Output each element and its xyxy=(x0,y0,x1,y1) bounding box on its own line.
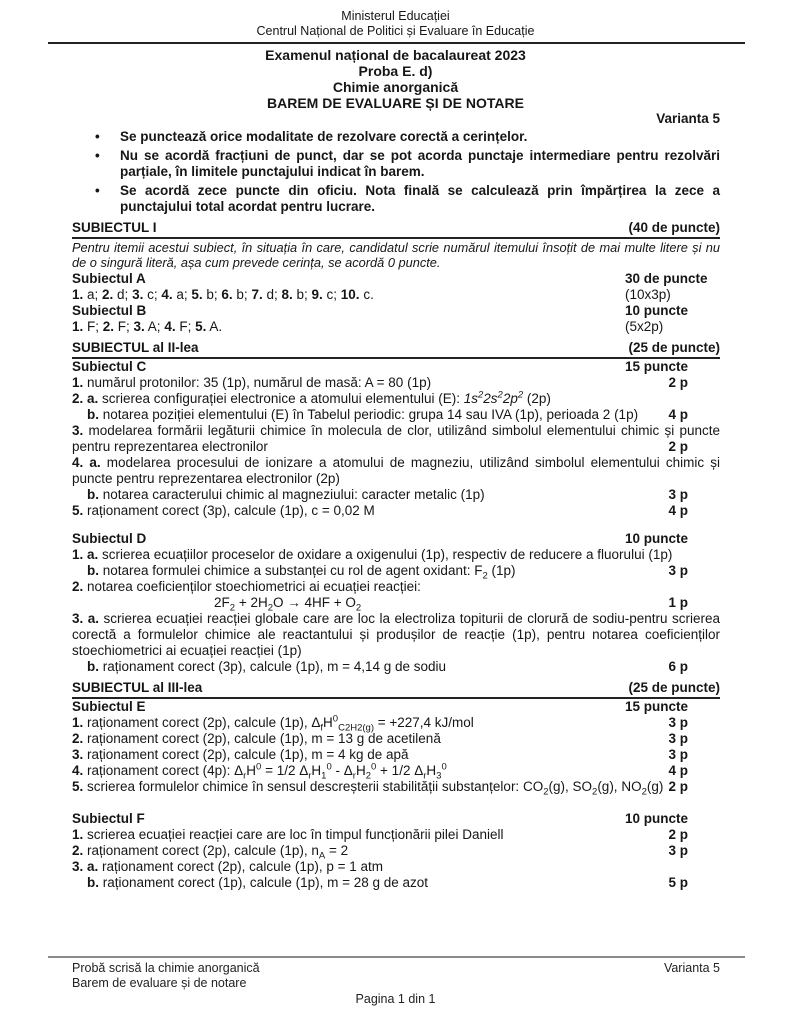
row-c1 xyxy=(72,375,720,391)
row-f3a xyxy=(72,859,720,875)
row-e5 xyxy=(72,778,720,798)
section-heading-subiectul-1 xyxy=(72,220,720,239)
row-d2 xyxy=(72,579,720,595)
row-text: Subiectul C xyxy=(72,358,147,374)
row-e4 xyxy=(72,761,720,782)
page-footer xyxy=(0,956,791,1007)
row-text: b. notarea caracterului chimic al magneziului: caracter metalic (1p) xyxy=(87,486,485,502)
row-points: 2 p xyxy=(668,374,688,390)
row-text: b. notarea poziției elementului (E) în Tabelul periodic: grupa 14 sau IVA (1p), perioada 2 (1p) xyxy=(87,406,639,422)
row-points: 3 p xyxy=(668,746,688,762)
probe-title: Proba E. d) xyxy=(358,63,433,79)
footer-variant: Varianta 5 xyxy=(663,961,720,975)
row-c4b xyxy=(72,487,720,503)
section-title: SUBIECTUL al II-lea xyxy=(72,339,199,355)
footer-doc-info: Probă scrisă la chimie anorganică xyxy=(72,961,260,975)
page-header xyxy=(0,0,791,39)
row-text: 1. a; 2. d; 3. c; 4. a; 5. b; 6. b; 7. d; 8. b; 9. c; 10. c. xyxy=(72,286,374,302)
row-text: 1. F; 2. F; 3. A; 4. F; 5. A. xyxy=(72,318,223,334)
row-text: Subiectul E xyxy=(72,698,146,714)
row-text: 1. a. scrierea ecuațiilor proceselor de oxidare a oxigenului (1p), respectiv de reducere a fluorului (1p) xyxy=(72,546,673,562)
row-subiectul-c xyxy=(72,359,720,375)
row-points: 10 puncte xyxy=(625,530,689,546)
row-text: 3. raționament corect (2p), calcule (1p), m = 4 kg de apă xyxy=(72,746,409,762)
row-points: 4 p xyxy=(668,762,688,778)
row-text: Subiectul A xyxy=(72,270,146,286)
row-points: 2 p xyxy=(668,438,688,454)
row-d3a xyxy=(72,611,720,659)
row-e1 xyxy=(72,713,720,734)
exam-title: Examenul național de bacalaureat 2023 xyxy=(265,47,526,63)
row-points: 15 puncte xyxy=(625,358,689,374)
row-text: b. raționament corect (3p), calcule (1p), m = 4,14 g de sodiu xyxy=(87,658,447,674)
row-c4a xyxy=(72,455,720,487)
row-f1 xyxy=(72,827,720,843)
row-text: 5. raționament corect (3p), calcule (1p), c = 0,02 M xyxy=(72,502,375,518)
row-text: 1. numărul protonilor: 35 (1p), numărul de masă: A = 80 (1p) xyxy=(72,374,432,390)
row-points: 3 p xyxy=(668,730,688,746)
row-c2b xyxy=(72,407,720,423)
row-text: 2. raționament corect (2p), calcule (1p), m = 13 g de acetilenă xyxy=(72,730,441,746)
document-body xyxy=(72,111,720,891)
row-points: 4 p xyxy=(668,502,688,518)
row-text: 2. notarea coeficienților stoechiometrici ai ecuației reacției: xyxy=(72,578,421,594)
row-text: Subiectul B xyxy=(72,302,147,318)
row-points: 1 p xyxy=(668,594,688,610)
row-points: 3 p xyxy=(668,562,688,578)
row-points: 10 puncte xyxy=(625,302,689,318)
row-d1b xyxy=(72,562,720,582)
row-text: 2. raționament corect (2p), calcule (1p), $n_A = 2$ xyxy=(72,842,349,862)
row-e2 xyxy=(72,731,720,747)
chemical-equation: $2F_2 + 2H_2O \to 4HF + O_2$ xyxy=(214,594,362,614)
row-answers-a xyxy=(72,287,720,303)
row-points: 5 p xyxy=(668,874,688,890)
row-c5 xyxy=(72,503,720,519)
footer-divider xyxy=(48,956,745,958)
row-text: Subiectul D xyxy=(72,530,147,546)
row-text: 2. a. scrierea configurației electronice a atomului elementului (E): $1s^22s^22p^2$ (2p) xyxy=(72,389,551,406)
row-points: (10x3p) xyxy=(625,286,671,302)
row-text: 1. raționament corect (2p), calcule (1p), $\Delta_fH^0_{C2H2(g)} = +227,4$ kJ/mol xyxy=(72,713,474,734)
subiectul-1-note: Pentru itemii acestui subiect, în situația în care, candidatul scrie numărul itemului însoțit de mai multe litere și nu de o singură literă, așa cum prevede cerința, se acordă 0 puncte. xyxy=(72,239,720,270)
variant-label: Varianta 5 xyxy=(656,111,720,126)
row-points: 15 puncte xyxy=(625,698,689,714)
row-text: 3. modelarea formării legăturii chimice în molecula de clor, utilizând simbolul elementului chimic și puncte pentru reprezentarea electronilor xyxy=(72,422,720,454)
row-text: 4. a. modelarea procesului de ionizare a atomului de magneziu, utilizând simbolul elementului chimic și puncte pentru reprezentarea electronilor (2p) xyxy=(72,454,720,486)
row-subiectul-e xyxy=(72,699,720,715)
rule-item-3: • Se acordă zece puncte din oficiu. Nota finală se calculează prin împărțirea la zece a punctajului total acordat pentru lucrare. xyxy=(72,183,720,216)
rules-list xyxy=(72,129,720,216)
section-points: (40 de puncte) xyxy=(628,219,720,235)
row-f3b xyxy=(72,875,720,891)
row-subiectul-f xyxy=(72,811,720,827)
row-points: 4 p xyxy=(668,406,688,422)
row-text: 3. a. scrierea ecuației reacției globale care are loc la electroliza topiturii de clorură de sodiu-pentru scrierea corectă a formulelor chimice ale reactantului și produșilor de reacție (1p), pentru notarea coeficienților stoechiometrici ai ecuației reacției (1p) xyxy=(72,610,720,658)
section-heading-subiectul-3 xyxy=(72,680,720,699)
row-text: b. notarea formulei chimice a substanței cu rol de agent oxidant: $F_2$ (1p) xyxy=(87,562,516,582)
row-points: 30 de puncte xyxy=(625,270,708,286)
row-points: 3 p xyxy=(668,714,688,730)
ministry-name: Ministerul Educației xyxy=(341,9,450,23)
rule-item-1: • Se punctează orice modalitate de rezolvare corectă a cerințelor. xyxy=(72,129,720,146)
section-title: SUBIECTUL I xyxy=(72,219,157,235)
row-text: 1. scrierea ecuației reacției care are loc în timpul funcționării pilei Daniell xyxy=(72,826,504,842)
row-text: 4. raționament corect (4p): $\Delta_rH^0 = 1/2$ $\Delta_rH_1^0 - \Delta_rH_2^0 + 1/2$ $\Delta_rH_3^0$ xyxy=(72,761,447,782)
row-text: Subiectul F xyxy=(72,810,145,826)
row-d3b xyxy=(72,659,720,675)
header-divider xyxy=(48,42,745,44)
row-f2 xyxy=(72,842,720,862)
footer-doc-type: Barem de evaluare și de notare xyxy=(72,976,247,990)
subject-title: Chimie anorganică xyxy=(332,79,459,95)
page-number: Pagina 1 din 1 xyxy=(355,992,436,1006)
section-points: (25 de puncte) xyxy=(628,339,720,355)
row-subiectul-b xyxy=(72,303,720,319)
doc-type-title: BAREM DE EVALUARE ȘI DE NOTARE xyxy=(267,95,524,111)
row-c2a xyxy=(72,391,720,407)
row-points: 2 p xyxy=(668,778,688,794)
row-subiectul-d xyxy=(72,531,720,547)
row-text: b. raționament corect (1p), calcule (1p), m = 28 g de azot xyxy=(87,874,429,890)
row-e3 xyxy=(72,747,720,763)
row-points: 6 p xyxy=(668,658,688,674)
section-title: SUBIECTUL al III-lea xyxy=(72,679,203,695)
row-points: 2 p xyxy=(668,826,688,842)
section-points: (25 de puncte) xyxy=(628,679,720,695)
row-subiectul-a xyxy=(72,271,720,287)
row-c3 xyxy=(72,423,720,455)
center-name: Centrul Național de Politici și Evaluare în Educație xyxy=(256,24,535,38)
row-points: 3 p xyxy=(668,842,688,858)
row-answers-b xyxy=(72,319,720,335)
rule-item-2: • Nu se acordă fracțiuni de punct, dar se pot acorda punctaje intermediare pentru rezolvări parțiale, în limitele punctajului indicat în barem. xyxy=(72,148,720,181)
row-text: 5. scrierea formulelor chimice în sensul descreșterii stabilității substanțelor: $CO_2(g)$, $SO_2(g)$, $NO_2(g)$ xyxy=(72,778,664,798)
row-text: 3. a. raționament corect (2p), calcule (1p), p = 1 atm xyxy=(72,858,384,874)
title-block xyxy=(0,47,791,111)
row-points: 10 puncte xyxy=(625,810,689,826)
row-d1a xyxy=(72,547,720,563)
footer-left xyxy=(72,961,260,991)
row-d2-equation xyxy=(72,594,720,614)
section-heading-subiectul-2 xyxy=(72,340,720,359)
row-points: 3 p xyxy=(668,486,688,502)
row-points: (5x2p) xyxy=(625,318,664,334)
